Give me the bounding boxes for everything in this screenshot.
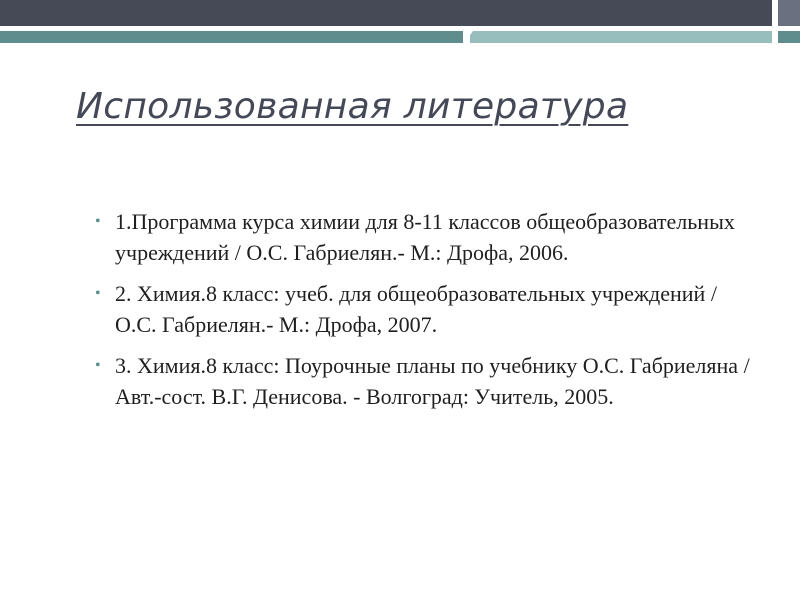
references-list bbox=[95, 206, 755, 422]
reference-item bbox=[95, 350, 755, 412]
bar-notch bbox=[463, 26, 477, 35]
reference-text: 2. Химия.8 класс: учеб. для общеобразовательных учреждений / О.С. Габриелян.- М.: Дрофа, 2007. bbox=[115, 281, 717, 337]
top-teal-light-bar bbox=[470, 31, 772, 43]
reference-text: 1.Программа курса химии для 8-11 классов общеобразовательных учреждений / О.С. Габриелян.- М.: Дрофа, 2006. bbox=[115, 209, 735, 265]
top-dark-bar bbox=[0, 0, 772, 26]
top-dark-bar-end bbox=[778, 0, 800, 26]
reference-text: 3. Химия.8 класс: Поурочные планы по учебнику О.С. Габриеляна /Авт.-сост. В.Г. Денисова. - Волгоград: Учитель, 2005. bbox=[115, 353, 750, 409]
bullet-dot-icon: • bbox=[95, 285, 101, 302]
bullet-dot-icon: • bbox=[95, 357, 101, 374]
reference-item bbox=[95, 206, 755, 268]
top-teal-bar bbox=[0, 31, 463, 43]
reference-item bbox=[95, 278, 755, 340]
slide-title: Использованная литература bbox=[76, 86, 629, 127]
bullet-dot-icon: • bbox=[95, 213, 101, 230]
top-teal-bar-end bbox=[778, 31, 800, 43]
